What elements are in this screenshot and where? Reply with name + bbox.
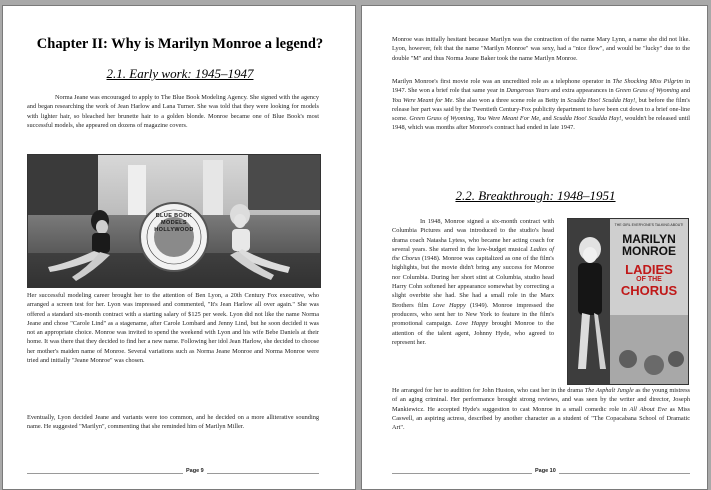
poster-name: MARILYN MONROE [622, 232, 676, 258]
paragraph-marilyn-name: Eventually, Lyon decided Jeane and variants were too common, and he decided on a more alliterative sounding name. He suggested "Marilyn", commenting that she reminded him of Marilyn Miller. [27, 414, 319, 431]
paragraph-asphalt-jungle: He arranged for her to audition for John Huston, who cast her in the drama The Asphalt Jungle as the young mistress of an aging criminal. Her performance brought strong reviews, and was seen by the writer and director, Joseph Mankiewicz. He accepted Hyde's suggestion to cast Monroe in a small comedic role in All About Eve as Miss Caswell, an aspiring actress, described by another character as a student of "The Copacabana School of Dramatic Art". [392, 387, 691, 432]
poster-title: LADIES OF THE CHORUS [620, 262, 678, 298]
page-number: Page 10 [532, 468, 559, 474]
document-page-left [2, 5, 356, 490]
document-page-right [361, 5, 708, 490]
footer-rule [27, 473, 319, 474]
section-title-breakthrough: 2.2. Breakthrough: 1948–1951 [455, 188, 616, 203]
paragraph-modeling-agency: Norma Jeane was encouraged to apply to The Blue Book Modeling Agency. She signed with the agency and began researching the work of Jean Harlow and Lana Turner. She was told that they were looking for models with lighter hair, so bleached her brunette hair to a golden blonde. Monroe became one of Blue Book's most successful models, she appeared on dozens of magazine covers. [27, 94, 319, 129]
chapter-title: Chapter II: Why is Marilyn Monroe a legend? [36, 36, 324, 52]
blue-book-models-photo [27, 154, 321, 288]
ring-sign-text: BLUE BOOK MODELS HOLLYWOOD [154, 213, 194, 233]
page-number: Page 9 [183, 468, 207, 474]
section-title-early-work: 2.1. Early work: 1945–1947 [106, 66, 254, 81]
poster-tagline: THE GIRL EVERYONE'S TALKING ABOUT! [614, 223, 684, 227]
paragraph-ben-lyon: Her successful modeling career brought her to the attention of Ben Lyon, a 20th Century Fox executive, who arranged a screen test for her. Lyon was impressed and commented, "It's Jean Harlow all over again." She was offered a standard six-month contract with a starting salary of $125 per week. Lyon did not like the name Norma Jeane and chose "Carole Lind" as a stagename, after Carole Lombard and Jenny Lind, but he soon decided it was not an appropriate choice. Monroe was invited to spend the weekend with Lyon and his wife Bebe Daniels at their home. It was there that they decided to find her a new name. Following her idol Jean Harlow, she decided to choose her mother's maiden name of Monroe. Several variations such as Norma Jeane Monroe and Norma Monroe were tried and initially "Jeane Monroe" was chosen. [27, 292, 319, 365]
paragraph-columbia: In 1948, Monroe signed a six-month contract with Columbia Pictures and was introduced to the studio's head drama coach Natasha Lytess, who became her acting coach for several years. She starred in the low-budget musical Ladies of the Chorus (1948). Monroe was capitalized as one of the film's highlights, but the movie didn't bring any success for Monroe nor Columbia. During her short stint at Columbia, studio head Harry Cohn softened her appearance somewhat by correcting a slight overbite she had. She had a small role in the Marx Brothers film Love Happy (1949). Monroe impressed the producers, who sent her to New York to feature in the film's promotional campaign. Love Happy brought Monroe to the attention of the talent agent, Johnny Hyde, who agreed to represent her. [392, 218, 555, 346]
ladies-of-the-chorus-poster [567, 218, 689, 385]
paragraph-first-roles: Marilyn Monroe's first movie role was an uncredited role as a telephone operator in The Shocking Miss Pilgrim in 1947. She won a brief role that same year in Dangerous Years and extra appearances in Green Grass of Wyoming and You Were Meant for Me. She also won a three scene role as Betty in Scudda Hoo! Scudda Hay!, but before the film's release her part was said by the Twentieth Century-Fox publicity department to have been cut down to a brief one-line scene. Green Grass of Wyoming, You Were Meant For Me, and Scudda Hoo! Scudda Hay!, wouldn't be released until 1948, which was months after Monroe's contract had ended in late 1947. [392, 78, 690, 132]
paragraph-name-hesitation: Monroe was initially hesitant because Marilyn was the contraction of the name Mary Lynn, a name she did not like. Lyon, however, felt that the name "Marilyn Monroe" was sexy, had a "nice flow", and would be "lucky" due to the double "M" and thus Norma Jeane Baker took the name Marilyn Monroe. [392, 36, 690, 62]
